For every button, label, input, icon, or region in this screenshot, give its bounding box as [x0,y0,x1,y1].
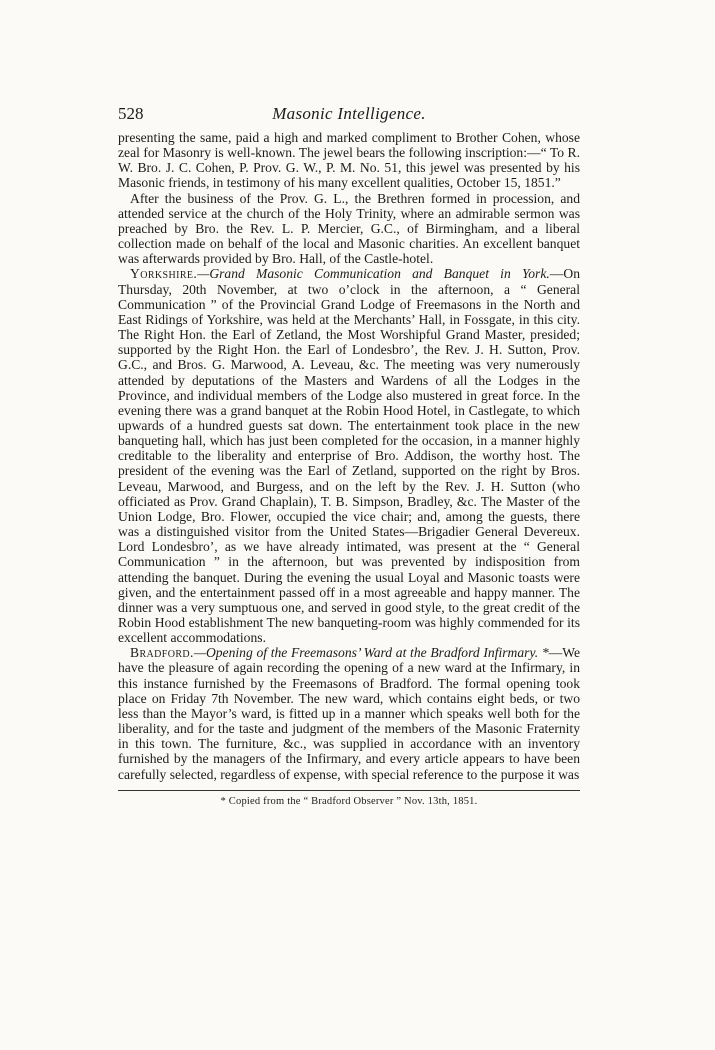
running-head [118,104,580,128]
section-body-yorkshire: —On Thursday, 20th November, at two o’clock in the afternoon, a “ General Communication ” of the Provincial Grand Lodge of Freemasons in the North and East Ridings of Yorkshire, was held at the Merchants’ Hall, in Fossgate, in this city. The Right Hon. the Earl of Zetland, the Most Worshipful Grand Master, presided; supported by the Right Hon. the Earl of Londesbro’, the Rev. J. H. Sutton, Prov. G.C., and Bros. G. Marwood, A. Leveau, &c. The meeting was very numerously attended by deputations of the Masters and Wardens of all the Lodges in the Province, and individual members of the Lodge also mustered in great force. In the evening there was a grand banquet at the Robin Hood Hotel, in Castlegate, to which upwards of a hundred guests sat down. The entertainment took place in the new banqueting hall, which has just been completed for the occasion, in a manner highly creditable to the liberality and enterprise of Bro. Addison, the worthy host. The president of the evening was the Earl of Zetland, supported on the right by Bros. Leveau, Marwood, and Burgess, and on the left by the Rev. J. H. Sutton (who officiated as Prov. Grand Chaplain), T. B. Simpson, Bradley, &c. The Master of the Union Lodge, Bro. Flower, occupied the vice chair; and, among the guests, there was a distinguished visitor from the United States—Brigadier General Devereux. Lord Londesbro’, as we have already intimated, was present at the “ General Communication ” in the afternoon, but was prevented by indisposition from attending the banquet. During the evening the usual Loyal and Masonic toasts were given, and the entertainment passed off in a most agreeable and happy manner. The dinner was a very sumptuous one, and served in good style, to the great credit of the Robin Hood establishment The new banqueting-room was highly commended for its excellent accommodations. [118,266,580,646]
section-title-yorkshire: —Grand Masonic Communication and Banquet in York. [197,266,550,282]
paragraph-cohen-jewel: presenting the same, paid a high and marked compliment to Brother Cohen, whose zeal for Masonry is well-known. The jewel bears the following inscription:—“ To R. W. Bro. J. C. Cohen, P. Prov. G. W., P. M. No. 51, this jewel was presented by his Masonic friends, in testimony of his many excellent qualities, October 15, 1851.” [118,130,580,191]
section-title-bradford: —Opening of the Freemasons’ Ward at the Bradford Infirmary. * [193,645,549,661]
section-lead-bradford: Bradford. [130,645,194,661]
paragraph-procession: After the business of the Prov. G. L., the Brethren formed in procession, and attended service at the church of the Holy Trinity, where an admirable sermon was preached by Bro. the Rev. L. P. Mercier, G.C., of Birmingham, and a liberal collection made on behalf of the local and Masonic charities. An excellent banquet was afterwards provided by Bro. Hall, of the Castle-hotel. [118,190,580,267]
section-lead-yorkshire: Yorkshire. [130,266,198,282]
footnote: * Copied from the “ Bradford Observer ” Nov. 13th, 1851. [220,795,478,807]
running-title: Masonic Intelligence. [272,104,426,123]
section-body-bradford: —We have the pleasure of again recording the opening of a new ward at the Infirmary, in this instance furnished by the Freemasons of Bradford. The formal opening took place on Friday 7th November. The new ward, which contains eight beds, or two less than the Mayor’s ward, is fitted up in a manner which speaks well both for the liberality, and for the taste and judgment of the members of the Masonic Fraternity in this town. The furniture, &c., was supplied in accordance with an inventory furnished by the managers of the Infirmary, and every article appears to have been carefully selected, regardless of expense, with special reference to the purpose it was [118,645,580,782]
book-page [118,104,580,807]
paragraph-bradford [118,645,580,781]
paragraph-yorkshire [118,266,580,645]
page-number: 528 [118,104,144,123]
body-text [118,130,580,782]
footnote-divider [118,790,580,791]
